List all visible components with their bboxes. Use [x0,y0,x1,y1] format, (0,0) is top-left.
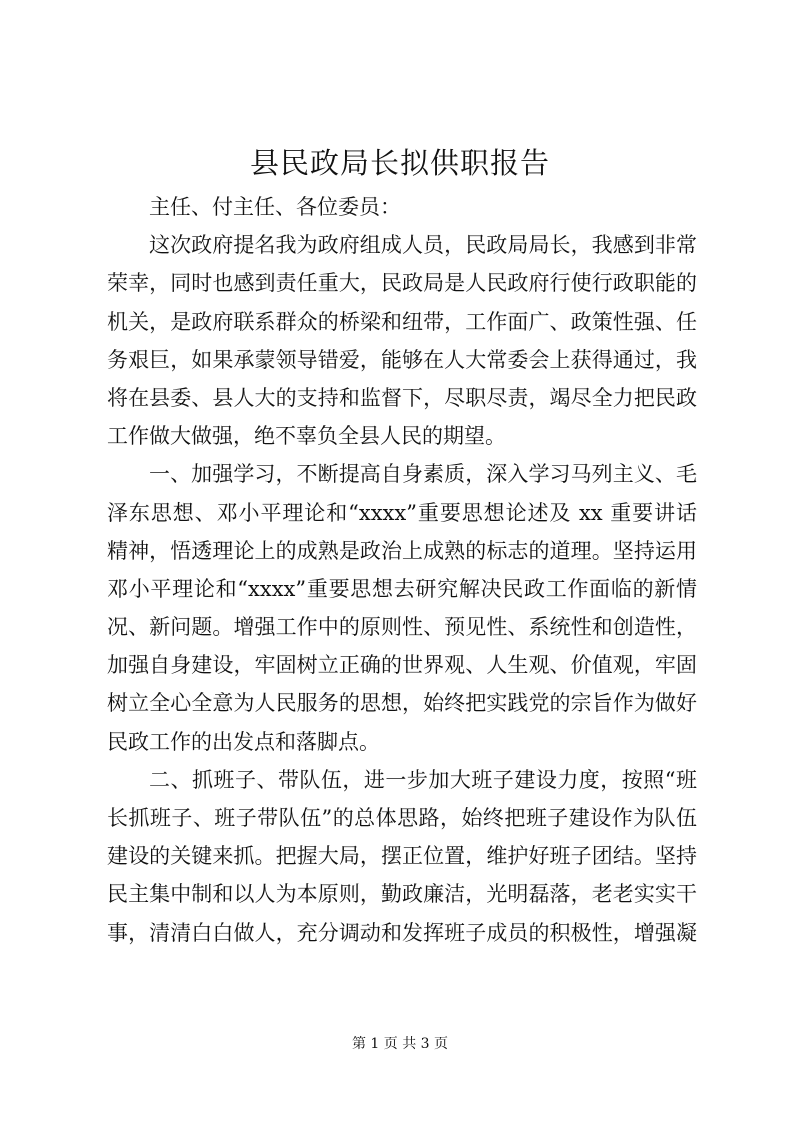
body-line: 一、加强学习，不断提高自身素质，深入学习马列主义、毛 [149,462,697,487]
body-line: 将在县委、县人大的支持和监督下，尽职尽责，竭尽全力把民政 [107,385,697,410]
body-line: 务艰巨，如果承蒙领导错爱，能够在人大常委会上获得通过，我 [107,347,697,372]
body-line: 荣幸，同时也感到责任重大，民政局是人民政府行使行政职能的 [107,271,697,296]
body-line: 树立全心全意为人民服务的思想，始终把实践党的宗旨作为做好 [107,691,697,716]
page-footer: 第 1 页 共 3 页 [351,1036,449,1052]
body-line: 精神，悟透理论上的成熟是政治上成熟的标志的道理。坚持运用 [107,538,697,563]
body-line: 长抓班子、班子带队伍”的总体思路，始终把班子建设作为队伍 [107,806,697,830]
body-line: 这次政府提名我为政府组成人员，民政局局长，我感到非常 [149,233,697,258]
body-line: 泽东思想、邓小平理论和“xxxx”重要思想论述及 xx 重要讲话 [107,500,697,525]
body-line: 主任、付主任、各位委员： [149,195,401,219]
body-line: 加强自身建设，牢固树立正确的世界观、人生观、价值观，牢固 [107,653,697,678]
body-line: 民政工作的出发点和落脚点。 [107,729,380,754]
document-body [107,188,697,952]
body-line: 邓小平理论和“xxxx”重要思想去研究解决民政工作面临的新情 [107,576,697,601]
body-line: 建设的关键来抓。把握大局，摆正位置，维护好班子团结。坚持 [107,844,697,869]
body-line: 民主集中制和以人为本原则，勤政廉洁，光明磊落，老老实实干 [107,882,697,907]
body-line: 二、抓班子、带队伍，进一步加大班子建设力度，按照“班 [149,767,697,792]
body-line: 事，清清白白做人，充分调动和发挥班子成员的积极性，增强凝 [107,920,697,945]
body-line: 机关，是政府联系群众的桥梁和纽带，工作面广、政策性强、任 [107,309,697,334]
document-title: 县民政局长拟供职报告 [249,146,550,180]
body-line: 况、新问题。增强工作中的原则性、预见性、系统性和创造性， [107,615,697,640]
body-line: 工作做大做强，绝不辜负全县人民的期望。 [107,424,506,449]
